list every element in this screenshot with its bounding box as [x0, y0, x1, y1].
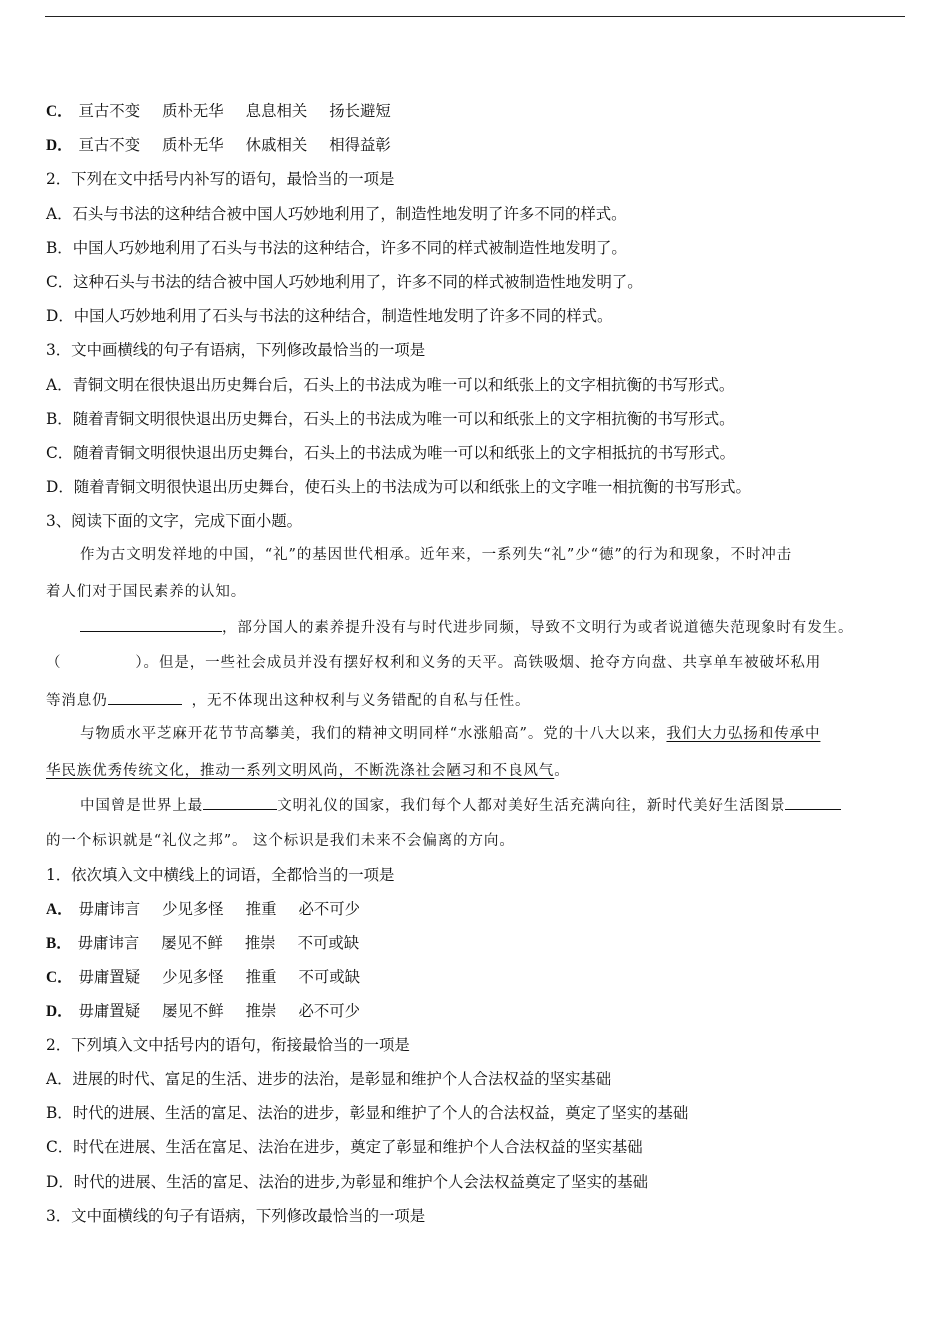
option-word: 息息相关: [245, 102, 308, 120]
option-a-row: A． 毋庸讳言 少见多怪 推重 必不可少: [46, 900, 361, 918]
fill-blank: [785, 795, 841, 810]
option-word: 休戚相关: [245, 136, 308, 154]
option-word: 不可或缺: [297, 934, 360, 952]
option-a: A．进展的时代、富足的生活、进步的法治，是彰显和维护个人合法权益的坚实基础: [46, 1070, 612, 1088]
option-word: 毋庸讳言: [78, 900, 141, 918]
option-word: 毋庸讳言: [77, 934, 140, 952]
option-b: B．随着青铜文明很快退出历史舞台，石头上的书法成为唯一可以和纸张上的文字相抗衡的书写形式。: [46, 410, 735, 428]
option-d: D．时代的进展、生活的富足、法治的进步,为彰显和维护个人会法权益奠定了坚实的基础: [46, 1173, 649, 1191]
option-b-row: B． 毋庸讳言 屡见不鲜 推崇 不可或缺: [46, 934, 360, 952]
option-c-row: C． 亘古不变 质朴无华 息息相关 扬长避短: [46, 102, 391, 120]
fill-blank: [203, 795, 277, 810]
question-stem: 3．文中画横线的句子有语病，下列修改最恰当的一项是: [46, 341, 426, 359]
option-word: 不可或缺: [298, 968, 361, 986]
question-stem: 1．依次填入文中横线上的词语，全都恰当的一项是: [46, 866, 395, 884]
option-word: 少见多怪: [162, 900, 224, 918]
option-word: 推重: [245, 900, 277, 918]
underlined-sentence: 华民族优秀传统文化，推动一系列文明风尚，不断洗涤社会陋习和不良风气: [46, 763, 555, 779]
option-word: 亘古不变: [78, 136, 141, 154]
option-word: 扬长避短: [329, 102, 391, 120]
passage-line: 等消息仍 ，无不体现出这种权利与义务错配的自私与任性。: [46, 690, 530, 711]
option-word: 必不可少: [298, 900, 361, 918]
option-word: 推崇: [245, 1002, 277, 1020]
question-stem: 3．文中面横线的句子有语病，下列修改最恰当的一项是: [46, 1207, 426, 1225]
underlined-sentence: 我们大力弘扬和传承中: [666, 726, 821, 742]
option-c: C．这种石头与书法的结合被中国人巧妙地利用了，许多不同的样式被制造性地发明了。: [46, 273, 643, 291]
option-c-row: C． 毋庸置疑 少见多怪 推重 不可或缺: [46, 968, 361, 986]
question-stem: 2．下列在文中括号内补写的语句，最恰当的一项是: [46, 170, 395, 188]
option-word: 毋庸置疑: [78, 968, 141, 986]
question-stem: 2．下列填入文中括号内的语句，衔接最恰当的一项是: [46, 1036, 410, 1054]
section-title: 3、阅读下面的文字，完成下面小题。: [46, 512, 303, 530]
option-word: 毋庸置疑: [78, 1002, 141, 1020]
option-word: 屡见不鲜: [162, 1002, 224, 1020]
fill-blank: [108, 690, 182, 705]
option-word: 屡见不鲜: [161, 934, 223, 952]
fill-blank: [80, 617, 222, 632]
option-c: C．随着青铜文明很快退出历史舞台，石头上的书法成为唯一可以和纸张上的文字相抵抗的书写形式。: [46, 444, 735, 462]
option-word: 亘古不变: [78, 102, 141, 120]
passage-line: 的一个标识就是“礼仪之邦”。 这个标识是我们未来不会偏离的方向。: [46, 833, 515, 849]
option-a: A．石头与书法的这种结合被中国人巧妙地利用了，制造性地发明了许多不同的样式。: [46, 205, 627, 223]
option-b: B．时代的进展、生活的富足、法治的进步，彰显和维护了个人的合法权益，奠定了坚实的基础: [46, 1104, 689, 1122]
option-d: D．中国人巧妙地利用了石头与书法的这种结合，制造性地发明了许多不同的样式。: [46, 307, 613, 325]
option-word: 少见多怪: [162, 968, 224, 986]
option-word: 质朴无华: [162, 102, 224, 120]
passage-line: 华民族优秀传统文化，推动一系列文明风尚，不断洗涤社会陋习和不良风气。: [46, 763, 570, 779]
option-d: D．随着青铜文明很快退出历史舞台，使石头上的书法成为可以和纸张上的文字唯一相抗衡的书写形式。: [46, 478, 751, 496]
option-word: 相得益彰: [329, 136, 391, 154]
option-word: 质朴无华: [162, 136, 224, 154]
option-word: 推崇: [244, 934, 276, 952]
option-b: B．中国人巧妙地利用了石头与书法的这种结合，许多不同的样式被制造性地发明了。: [46, 239, 627, 257]
passage-line: 与物质水平芝麻开花节节高攀美，我们的精神文明同样“水涨船高”。党的十八大以来，我们大力弘扬和传承中: [80, 726, 821, 742]
passage-line: 着人们对于国民素养的认知。: [46, 584, 247, 600]
option-d-row: D． 亘古不变 质朴无华 休戚相关 相得益彰: [46, 136, 391, 154]
option-word: 推重: [245, 968, 277, 986]
option-c: C．时代在进展、生活在富足、法治在进步，奠定了彰显和维护个人合法权益的坚实基础: [46, 1138, 643, 1156]
passage-line: 中国曾是世界上最 文明礼仪的国家，我们每个人都对美好生活充满向往，新时代美好生活图景: [80, 795, 841, 816]
option-d-row: D． 毋庸置疑 屡见不鲜 推崇 必不可少: [46, 1002, 361, 1020]
option-a: A．青铜文明在很快退出历史舞台后，石头上的书法成为唯一可以和纸张上的文字相抗衡的书写形式。: [46, 376, 735, 394]
passage-line: ，部分国人的素养提升没有与时代进步同频，导致不文明行为或者说道德失范现象时有发生。: [80, 617, 853, 638]
passage-line: 作为古文明发祥地的中国，“礼”的基因世代相承。近年来，一系列失“礼”少“德”的行为和现象，不时冲击: [80, 547, 793, 563]
passage-line: （ ）。但是，一些社会成员并没有摆好权利和义务的天平。高铁吸烟、抢夺方向盘、共享单车被破坏私用: [46, 655, 822, 671]
header-rule: [45, 16, 905, 17]
option-word: 必不可少: [298, 1002, 361, 1020]
